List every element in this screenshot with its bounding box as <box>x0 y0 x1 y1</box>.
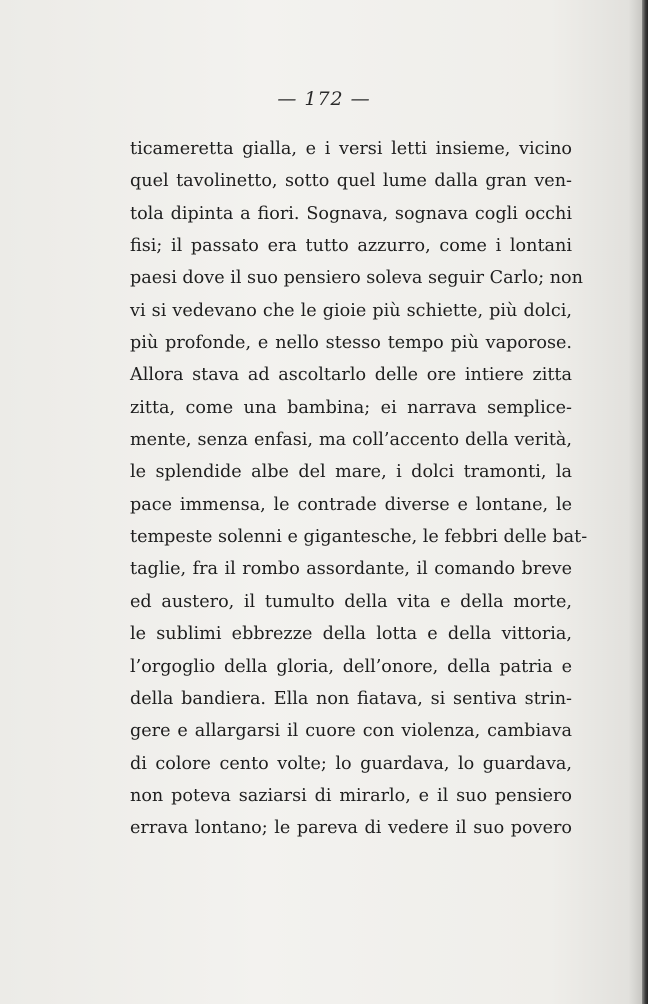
text-line: ed austero, il tumulto della vita e della morte, <box>130 591 572 612</box>
text-line: tola dipinta a fiori. Sognava, sognava cogli occhi <box>130 203 572 224</box>
text-line: Allora stava ad ascoltarlo delle ore intiere zitta <box>130 365 572 386</box>
text-line: della bandiera. Ella non fiatava, si sentiva strin- <box>130 688 572 709</box>
text-line: paesi dove il suo pensiero soleva seguir Carlo; non <box>130 268 583 289</box>
text-line: gere e allargarsi il cuore con violenza, cambiava <box>130 721 572 742</box>
text-line: fisi; il passato era tutto azzurro, come i lontani <box>130 236 572 257</box>
text-line: taglie, fra il rombo assordante, il comando breve <box>130 559 572 580</box>
text-line: ticameretta gialla, e i versi letti insieme, vicino <box>130 139 572 159</box>
body-text <box>130 133 588 845</box>
text-line: vi si vedevano che le gioie più schiette, più dolci, <box>130 300 572 321</box>
text-line: più profonde, e nello stesso tempo più vaporose. <box>130 333 572 354</box>
text-line: errava lontano; le pareva di vedere il suo povero <box>130 818 572 839</box>
text-line: pace immensa, le contrade diverse e lontane, le <box>130 494 572 515</box>
text-line: mente, senza enfasi, ma coll’accento della verità, <box>130 430 572 451</box>
text-line: le sublimi ebbrezze della lotta e della vittoria, <box>130 624 572 645</box>
text-line: le splendide albe del mare, i dolci tramonti, la <box>130 462 572 483</box>
text-line: l’orgoglio della gloria, dell’onore, della patria e <box>130 656 572 677</box>
page-edge-shadow <box>642 0 648 1004</box>
text-line: quel tavolinetto, sotto quel lume dalla gran ven- <box>130 171 572 192</box>
text-line: tempeste solenni e gigantesche, le febbri delle bat- <box>130 527 588 548</box>
page-number: — 172 — <box>277 88 371 110</box>
text-line: zitta, come una bambina; ei narrava semplice- <box>130 397 572 418</box>
text-line: di colore cento volte; lo guardava, lo guardava, <box>130 753 572 774</box>
text-line: non poteva saziarsi di mirarlo, e il suo pensiero <box>130 785 572 806</box>
